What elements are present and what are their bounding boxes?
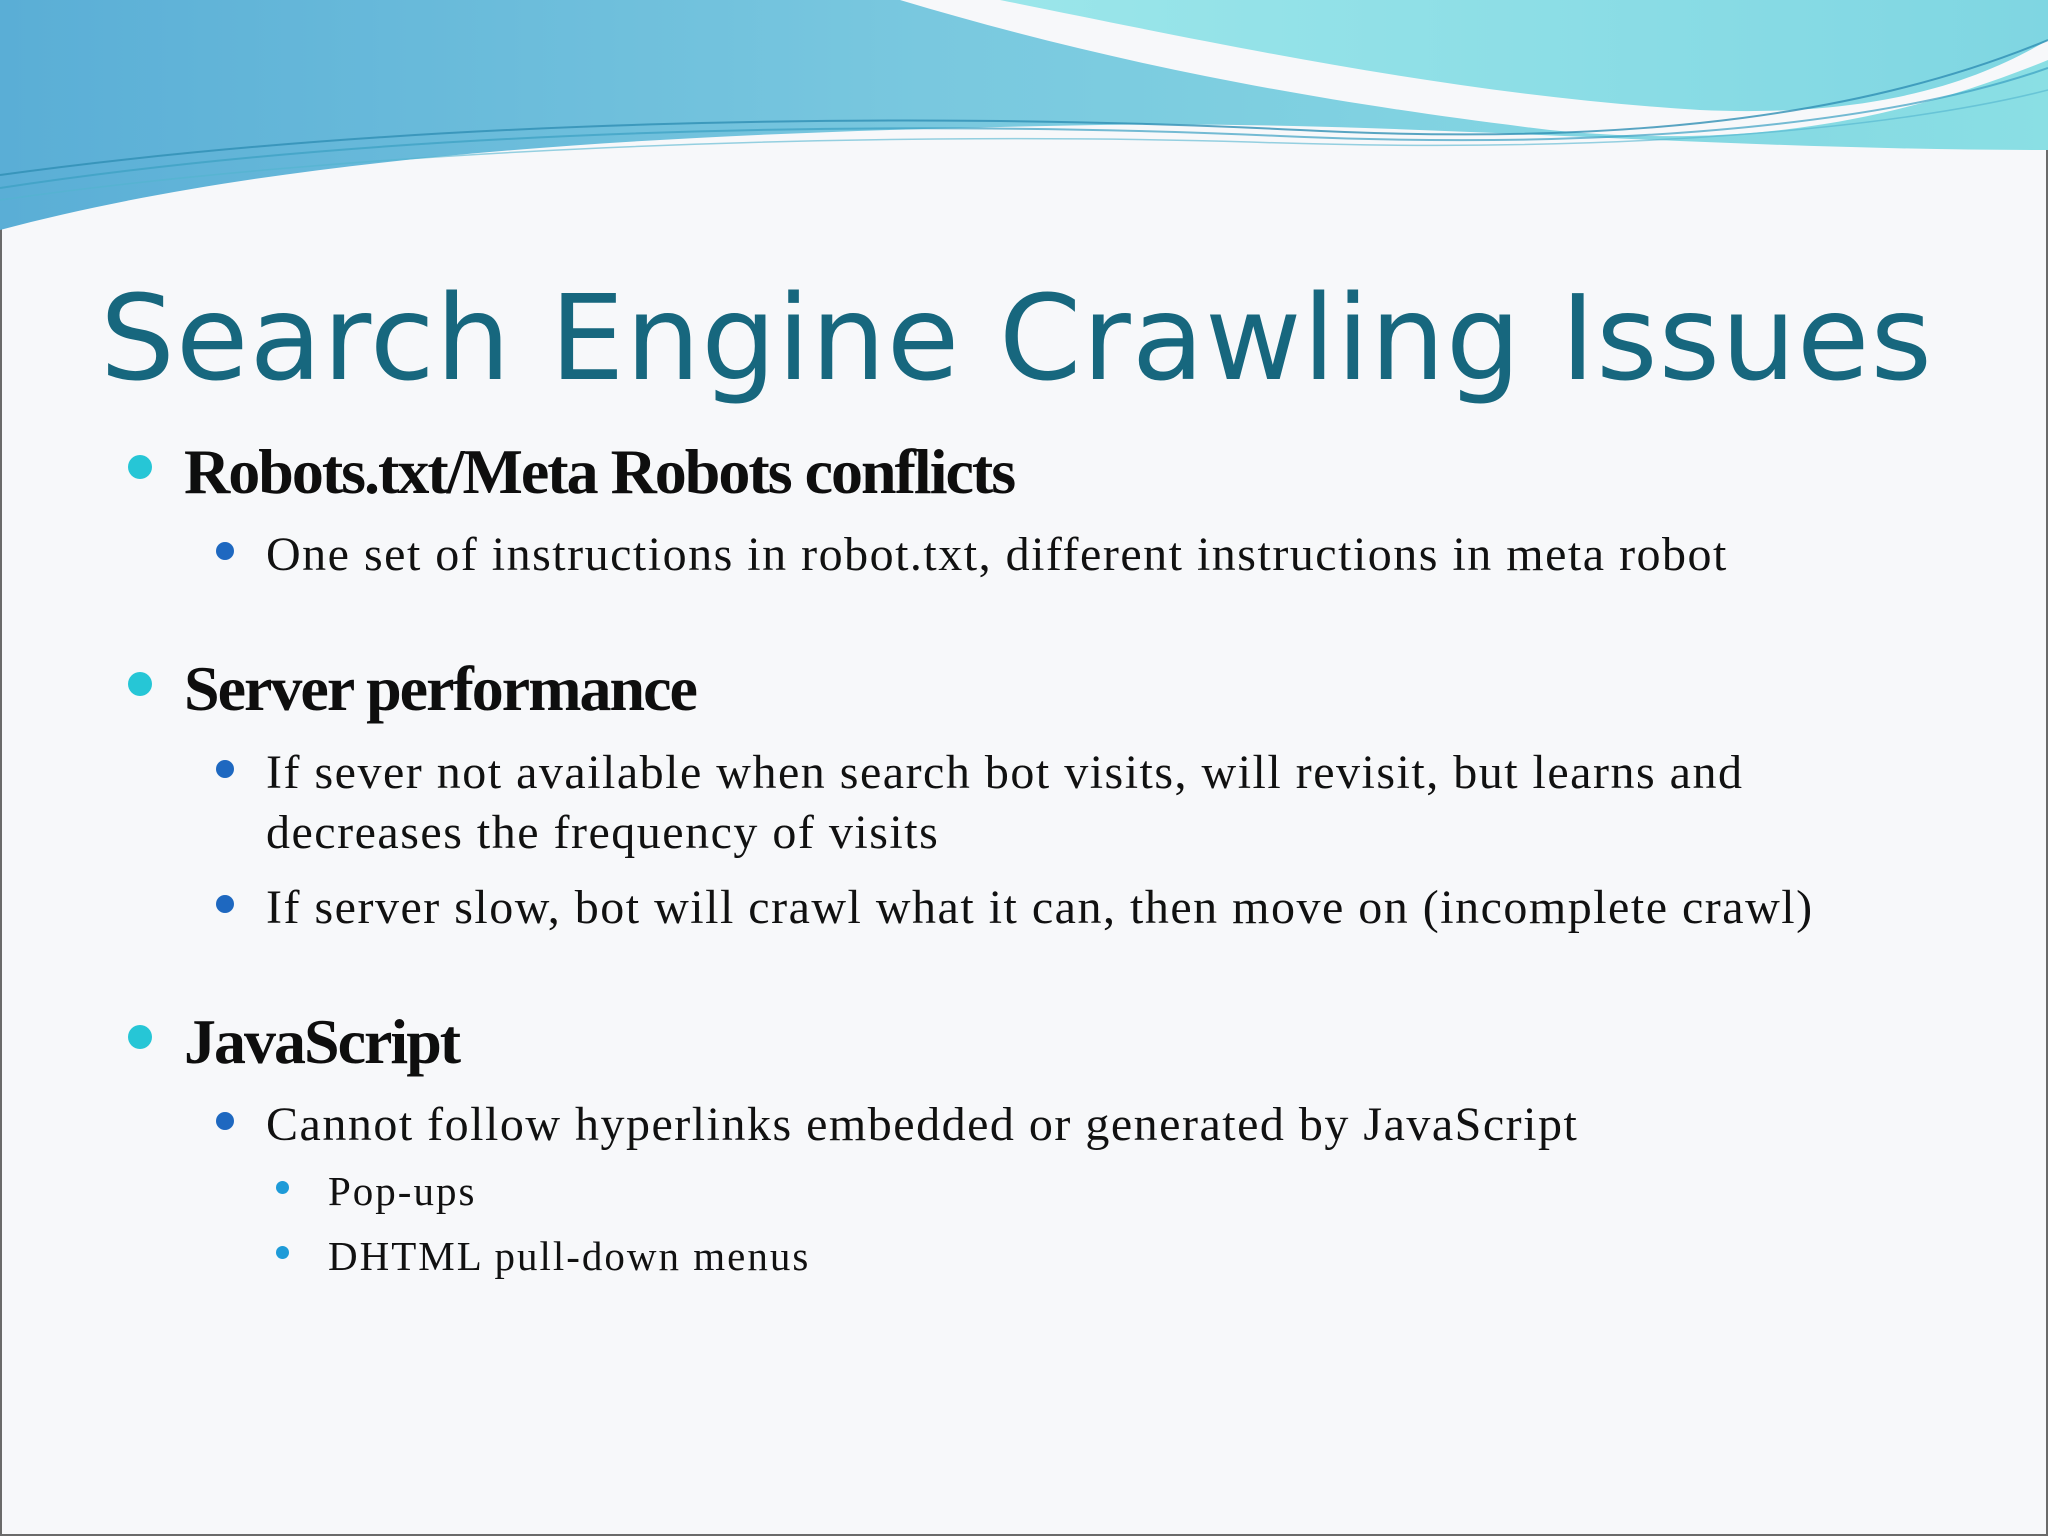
bullet-label: JavaScript [184,1006,460,1077]
sub-sub-bullet-text: DHTML pull-down menus [328,1233,811,1279]
sub-bullet-text: If sever not available when search bot visits, will revisit, but learns and decreases the frequency of visits [266,746,1744,859]
sub-bullet-text: Cannot follow hyperlinks embedded or generated by JavaScript [266,1098,1579,1151]
bullet-dot-icon [128,1025,152,1049]
slide-title: Search Engine Crawling Issues [100,269,1933,407]
sub-bullet-dot-icon [216,1112,234,1130]
sub-bullet-dot-icon [216,542,234,560]
bullet-dot-icon [128,455,152,479]
sub-sub-bullet-dot-icon [276,1181,289,1194]
bullet-dot-icon [128,672,152,696]
header-wave-decoration [0,0,2048,240]
bullet-label: Robots.txt/Meta Robots conflicts [184,436,1015,507]
sub-sub-bullet-text: Pop-ups [328,1168,477,1214]
sub-bullet-dot-icon [216,760,234,778]
sub-bullet-dot-icon [216,895,234,913]
bullet-label: Server performance [184,653,696,724]
sub-sub-bullet-dot-icon [276,1246,289,1259]
sub-bullet-text: One set of instructions in robot.txt, different instructions in meta robot [266,528,1728,581]
sub-bullet-text: If server slow, bot will crawl what it can, then move on (incomplete crawl) [266,881,1814,934]
